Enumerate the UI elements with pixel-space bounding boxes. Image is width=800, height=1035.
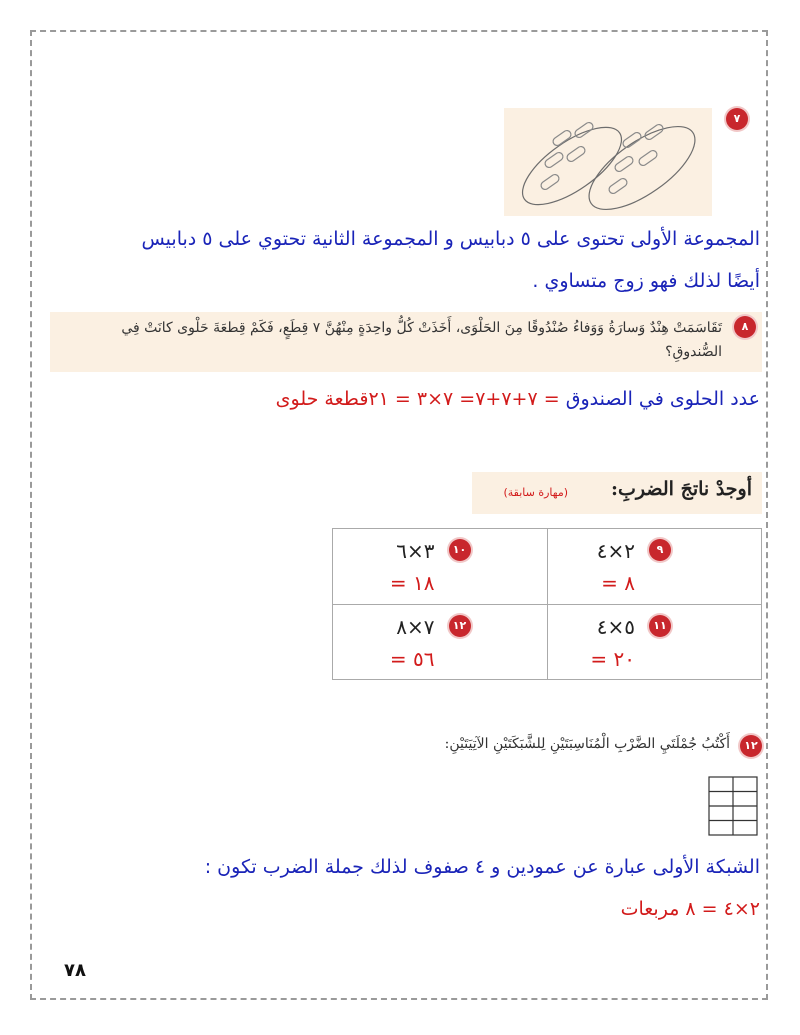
product-cell-12 (333, 604, 548, 680)
question-12-answer-line-2: ٢×٤ = ٨ مربعات (620, 898, 760, 920)
question-12-badge: ١٢ (449, 615, 471, 637)
question-12-result: = ٥٦ (389, 646, 435, 671)
question-8-text: تَقَاسَمَتْ هِنْدٌ وَسارَةُ وَوَفاءُ صُنْدُوقًا مِنَ الحَلْوَى، أَخَذَتْ كُلُّ واحِدَةٍ مِنْهُنَّ ٧ قِطَعٍ، فَكَمْ قِطعَةَ حَلْوى كانَتْ فِي الصُّندوقِ؟ (121, 320, 722, 360)
question-8-answer-prefix: عدد الحلوى في الصندوق (565, 388, 760, 410)
question-8-answer-suffix: قطعة حلوى (275, 388, 369, 410)
question-10-badge: ١٠ (449, 539, 471, 561)
find-product-header (472, 472, 762, 514)
question-12-text: أَكْتُبُ جُمْلَتَيِ الضَّرْبِ الْمُنَاسِبَتَيْنِ لِلشَّبَكَتَيْنِ الآتِيَتَيْنِ: (444, 736, 730, 752)
question-12-main-badge: ١٢ (740, 735, 762, 757)
question-8-badge: ٨ (734, 316, 756, 338)
question-11-result: = ٢٠ (590, 646, 635, 671)
question-9-expr: ٢×٤ (596, 539, 635, 563)
product-cell-11 (547, 604, 762, 680)
paperclip-groups-image (504, 108, 712, 216)
question-7-answer-line-1: المجموعة الأولى تحتوى على ٥ دبابيس و المجموعة الثانية تحتوي على ٥ دبابيس (141, 228, 760, 250)
page-number: ٧٨ (64, 960, 86, 981)
question-10-result: = ١٨ (389, 571, 435, 595)
question-9-result: = ٨ (601, 571, 635, 595)
product-cell-10 (333, 529, 548, 605)
product-grid (332, 528, 762, 680)
question-7-answer-line-2: أيضًا لذلك فهو زوج متساوي . (532, 270, 760, 292)
question-11-badge: ١١ (649, 615, 671, 637)
question-10-expr: ٣×٦ (396, 539, 435, 563)
find-product-subtitle: (مهارة سابقة) (503, 486, 568, 499)
question-12-answer-line-1: الشبكة الأولى عبارة عن عمودين و ٤ صفوف لذلك جملة الضرب تكون : (204, 856, 760, 878)
grid-figure (708, 776, 758, 836)
question-7-badge: ٧ (726, 108, 748, 130)
question-8-answer-expr: = ٧+٧+٧= ٧×٣ = ٢١ (368, 388, 560, 410)
question-12-expr: ٧×٨ (396, 614, 435, 639)
question-8-answer (100, 388, 760, 410)
question-9-badge: ٩ (649, 539, 671, 561)
question-8-box (50, 312, 762, 372)
product-cell-9 (547, 529, 762, 605)
paperclip-icon (504, 108, 712, 216)
question-11-expr: ٥×٤ (596, 614, 635, 639)
grid-icon (708, 776, 758, 836)
find-product-title: أوجدْ ناتجَ الضربِ: (611, 478, 752, 500)
